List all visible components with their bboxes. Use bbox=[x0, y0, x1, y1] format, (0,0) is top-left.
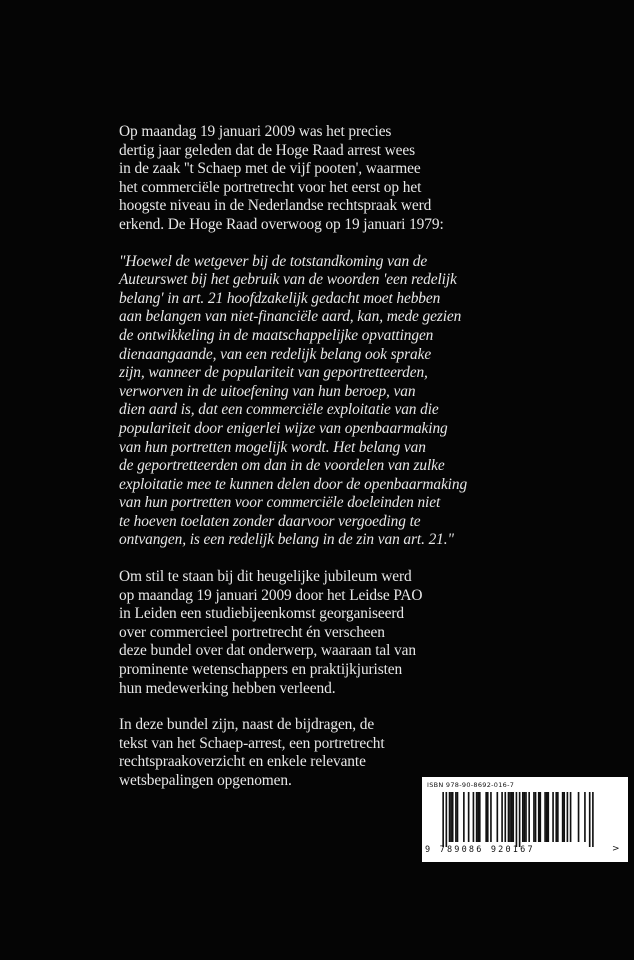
jubilee-line: deze bundel over dat onderwerp, waaraan tal van bbox=[119, 642, 416, 660]
quote-line: van hun portretten mogelijk wordt. Het belang van bbox=[119, 438, 426, 456]
barcode-bar bbox=[508, 792, 510, 842]
barcode-bar bbox=[562, 792, 564, 842]
barcode-bar bbox=[519, 792, 521, 847]
barcode-bar bbox=[468, 792, 470, 842]
barcode-bar bbox=[442, 792, 444, 847]
barcode-bar bbox=[547, 792, 549, 842]
jubilee-line: Om stil te staan bij dit heugelijke jubileum werd bbox=[119, 568, 412, 586]
barcode-bar bbox=[592, 792, 594, 847]
quote-line: zijn, wanneer de populariteit van geportretteerden, bbox=[119, 364, 428, 382]
quote-line: "Hoewel de wetgever bij de totstandkoming van de bbox=[119, 252, 428, 270]
quote-line: de ontwikkeling in de maatschappelijke opvattingen bbox=[119, 326, 434, 344]
intro-line: erkend. De Hoge Raad overwoog op 19 januari 1979: bbox=[119, 215, 444, 233]
barcode-panel bbox=[422, 777, 628, 862]
barcode-bar bbox=[546, 792, 548, 842]
barcode-bar bbox=[449, 792, 451, 842]
barcode-bar bbox=[490, 792, 492, 842]
barcode-bar bbox=[487, 792, 489, 842]
barcode-bar bbox=[476, 792, 478, 842]
barcode-bar bbox=[455, 792, 457, 842]
barcode-bar bbox=[570, 792, 572, 842]
barcode-bar bbox=[525, 792, 527, 842]
quote-line: dien aard is, dat een commerciële exploitatie van die bbox=[119, 401, 439, 419]
jubilee-line: op maandag 19 januari 2009 door het Leidse PAO bbox=[119, 586, 423, 604]
jubilee-paragraph bbox=[119, 568, 459, 698]
quote-line: dienaangaande, van een redelijk belang ook sprake bbox=[119, 345, 432, 363]
quote-line: populariteit door enigerlei wijze van openbaarmaking bbox=[119, 419, 448, 437]
quote-line: verworven in de uitoefening van hun beroep, van bbox=[119, 382, 416, 400]
intro-line: in de zaak ''t Schaep met de vijf pooten', waarmee bbox=[119, 160, 421, 178]
barcode-bar bbox=[501, 792, 503, 842]
barcode-bar bbox=[509, 792, 511, 842]
barcode-bar bbox=[452, 792, 454, 842]
quote-line: Auteurswet bij het gebruik van de woorden 'een redelijk bbox=[119, 271, 457, 289]
ean-barcode-graphic bbox=[428, 792, 608, 847]
intro-line: hoogste niveau in de Nederlandse rechtspraak werd bbox=[119, 197, 432, 215]
barcode-bar bbox=[584, 792, 586, 842]
barcode-bar bbox=[538, 792, 540, 842]
contents-line: In deze bundel zijn, naast de bijdragen, de bbox=[119, 716, 375, 734]
quote-line: ontvangen, is een redelijk belang in de zin van art. 21." bbox=[119, 531, 454, 549]
quote-line: exploitatie mee te kunnen delen door de openbaarmaking bbox=[119, 475, 468, 493]
barcode-bar bbox=[540, 792, 542, 842]
barcode-bar bbox=[528, 792, 530, 842]
contents-line: tekst van het Schaep-arrest, een portretrecht bbox=[119, 734, 385, 752]
isbn-label: ISBN 978-90-8692-016-7 bbox=[427, 781, 515, 789]
barcode-bar bbox=[522, 792, 524, 842]
barcode-bar bbox=[563, 792, 565, 842]
jubilee-line: hun medewerking hebben verleend. bbox=[119, 679, 336, 697]
barcode-bar bbox=[533, 792, 535, 842]
contents-line: rechtspraakoverzicht en enkele relevante bbox=[119, 753, 366, 771]
barcode-bar bbox=[479, 792, 481, 842]
jubilee-line: over commercieel portretrecht én verscheen bbox=[119, 623, 385, 641]
barcode-bar bbox=[567, 792, 569, 842]
quote-line: belang' in art. 21 hoofdzakelijk gedacht moet hebben bbox=[119, 289, 441, 307]
contents-line: wetsbepalingen opgenomen. bbox=[119, 772, 292, 789]
contents-paragraph bbox=[119, 716, 459, 790]
barcode-arrow: > bbox=[612, 844, 620, 854]
barcode-bar bbox=[512, 792, 514, 842]
barcode-bar bbox=[504, 792, 506, 842]
barcode-bar bbox=[446, 792, 448, 847]
jubilee-line: in Leiden een studiebijeenkomst georganiseerd bbox=[119, 605, 404, 623]
barcode-bar bbox=[578, 792, 580, 842]
barcode-bar bbox=[544, 792, 546, 842]
intro-line: Op maandag 19 januari 2009 was het precies bbox=[119, 123, 392, 140]
barcode-bar bbox=[477, 792, 479, 842]
quote-line: aan belangen van niet-financiële aard, kan, mede gezien bbox=[119, 308, 462, 326]
quote-line: van hun portretten voor commerciële doeleinden niet bbox=[119, 494, 441, 512]
barcode-digits: 9 789086 920167 bbox=[425, 845, 535, 855]
barcode-bar bbox=[511, 792, 513, 842]
intro-line: dertig jaar geleden dat de Hoge Raad arrest wees bbox=[119, 141, 416, 159]
barcode-bar bbox=[516, 792, 518, 847]
barcode-bar bbox=[450, 792, 452, 842]
barcode-bar bbox=[589, 792, 591, 847]
barcode-bar bbox=[497, 792, 499, 842]
court-quote bbox=[119, 252, 468, 551]
barcode-bar bbox=[457, 792, 459, 842]
barcode-bar bbox=[485, 792, 487, 842]
barcode-bar bbox=[557, 792, 559, 842]
intro-paragraph bbox=[119, 123, 459, 235]
barcode-bar bbox=[535, 792, 537, 842]
jubilee-line: prominente wetenschappers en praktijkjuristen bbox=[119, 661, 403, 679]
barcode-bar bbox=[524, 792, 526, 842]
barcode-bar bbox=[463, 792, 465, 842]
barcode-bar bbox=[552, 792, 554, 842]
barcode-bar bbox=[473, 792, 475, 842]
intro-line: het commerciële portretrecht voor het eerst op het bbox=[119, 178, 422, 196]
barcode-bar bbox=[555, 792, 557, 842]
blurb-text bbox=[119, 123, 468, 809]
quote-line: te hoeven toelaten zonder daarvoor vergoeding te bbox=[119, 512, 421, 530]
quote-line: de geportretteerden om dan in de voordelen van zulke bbox=[119, 457, 445, 475]
